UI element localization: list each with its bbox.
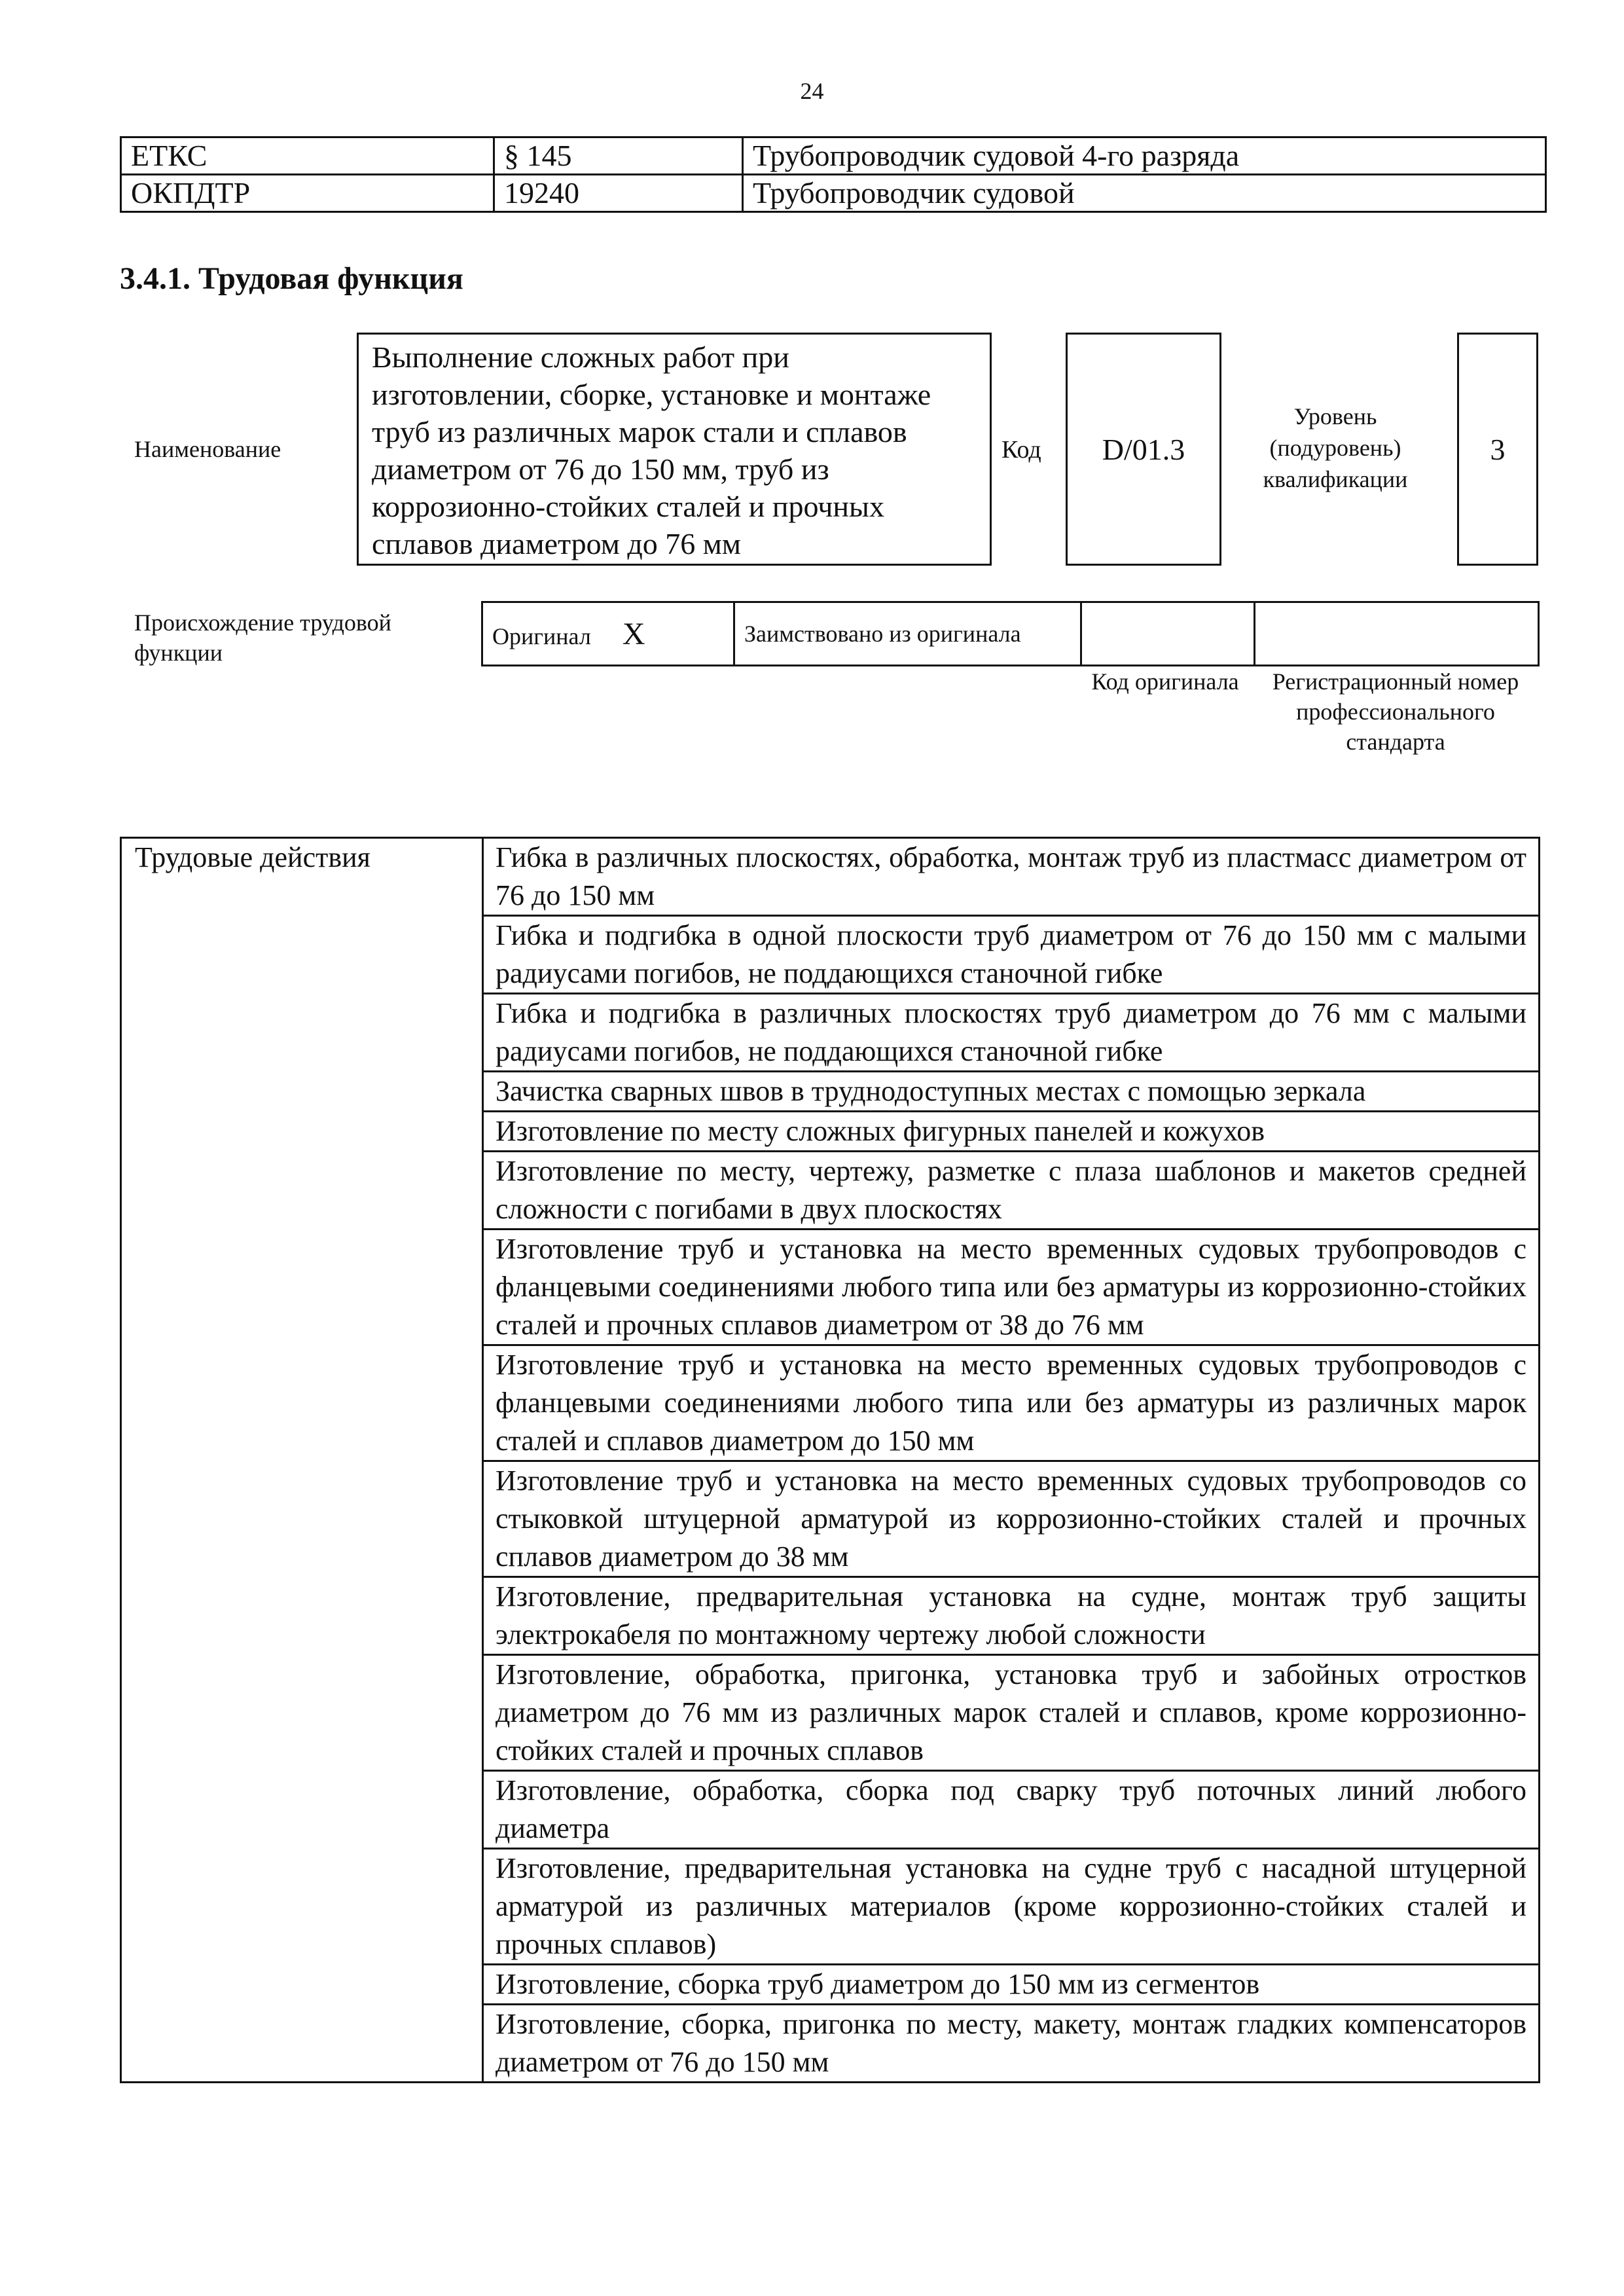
classifier-number: § 145 xyxy=(494,137,743,175)
labor-actions-table xyxy=(120,837,1540,2083)
qualification-level-value: 3 xyxy=(1457,333,1538,566)
table-row xyxy=(121,838,1540,916)
table-row xyxy=(121,137,1546,175)
origin-mark: X xyxy=(622,616,645,651)
origin-reg-caption: Регистрационный номер профессионального стандарта xyxy=(1272,668,1519,755)
labor-action: Изготовление, обработка, сборка под сварку труб поточных линий любого диаметра xyxy=(483,1771,1540,1849)
labor-action: Изготовление по месту сложных фигурных панелей и кожухов xyxy=(483,1112,1540,1152)
origin-code-caption: Код оригинала xyxy=(1091,668,1239,695)
labor-action: Изготовление, предварительная установка на судне, монтаж труб защиты электрокабеля по монтажному чертежу любой сложности xyxy=(483,1577,1540,1655)
actions-header: Трудовые действия xyxy=(121,838,483,2083)
table-row xyxy=(121,175,1546,212)
function-code-value: D/01.3 xyxy=(1066,333,1221,566)
classifier-code: ОКПДТР xyxy=(121,175,494,212)
labor-action: Гибка в различных плоскостях, обработка, монтаж труб из пластмасс диаметром от 76 до 150 мм xyxy=(483,838,1540,916)
code-label: Код xyxy=(1001,436,1041,464)
labor-action: Изготовление, предварительная установка на судне труб с насадной штуцерной арматурой из различных материалов (кроме коррозионно-стойких сталей и прочных сплавов) xyxy=(483,1849,1540,1965)
classifier-name: Трубопроводчик судовой xyxy=(743,175,1546,212)
classifier-code: ЕТКС xyxy=(121,137,494,175)
labor-action: Гибка и подгибка в одной плоскости труб диаметром от 76 до 150 мм с малыми радиусами погибов, не поддающихся станочной гибке xyxy=(483,916,1540,994)
labor-action: Изготовление труб и установка на место временных судовых трубопроводов с фланцевыми соединениями любого типа или без арматуры из различных марок сталей и сплавов диаметром до 150 мм xyxy=(483,1345,1540,1461)
table-row xyxy=(482,602,1539,666)
labor-action: Изготовление, сборка труб диаметром до 150 мм из сегментов xyxy=(483,1965,1540,2005)
function-name-value: Выполнение сложных работ при изготовлении, сборке, установке и монтаже труб из различных марок стали и сплавов диаметром от 76 до 150 мм, труб из коррозионно-стойких сталей и прочных сплавов диаметром до 76 мм xyxy=(357,333,992,566)
origin-borrowed-cell xyxy=(734,602,1081,666)
labor-action: Изготовление труб и установка на место временных судовых трубопроводов с фланцевыми соединениями любого типа или без арматуры из коррозионно-стойких сталей и прочных сплавов диаметром от 38 до 76 мм xyxy=(483,1230,1540,1345)
section-title: 3.4.1. Трудовая функция xyxy=(120,261,463,296)
name-label: Наименование xyxy=(134,436,281,462)
labor-action: Изготовление по месту, чертежу, разметке с плаза шаблонов и макетов средней сложности с погибами в двух плоскостях xyxy=(483,1152,1540,1230)
qualification-level-label: Уровень (подуровень) квалификации xyxy=(1263,403,1408,492)
origin-original-label: Оригинал xyxy=(492,623,591,649)
origin-code-cell xyxy=(1081,602,1255,666)
classifier-number: 19240 xyxy=(494,175,743,212)
classification-table xyxy=(120,136,1547,213)
labor-action: Изготовление, обработка, пригонка, установка труб и забойных отростков диаметром до 76 мм из различных марок сталей и сплавов, кроме коррозионно-стойких сталей и прочных сплавов xyxy=(483,1655,1540,1771)
origin-original-cell xyxy=(482,602,734,666)
origin-label: Происхождение трудовой функции xyxy=(134,610,391,666)
classifier-name: Трубопроводчик судовой 4-го разряда xyxy=(743,137,1546,175)
page-number: 24 xyxy=(800,78,824,104)
labor-action: Зачистка сварных швов в труднодоступных местах с помощью зеркала xyxy=(483,1072,1540,1112)
labor-action: Изготовление, сборка, пригонка по месту, макету, монтаж гладких компенсаторов диаметром от 76 до 150 мм xyxy=(483,2005,1540,2083)
labor-action: Изготовление труб и установка на место временных судовых трубопроводов со стыковкой штуцерной арматурой из коррозионно-стойких сталей и прочных сплавов диаметром до 38 мм xyxy=(483,1461,1540,1577)
origin-reg-cell xyxy=(1255,602,1539,666)
labor-action: Гибка и подгибка в различных плоскостях труб диаметром до 76 мм с малыми радиусами погибов, не поддающихся станочной гибке xyxy=(483,994,1540,1072)
origin-borrowed-label: Заимствовано из оригинала xyxy=(744,621,1021,647)
origin-table xyxy=(481,601,1540,666)
